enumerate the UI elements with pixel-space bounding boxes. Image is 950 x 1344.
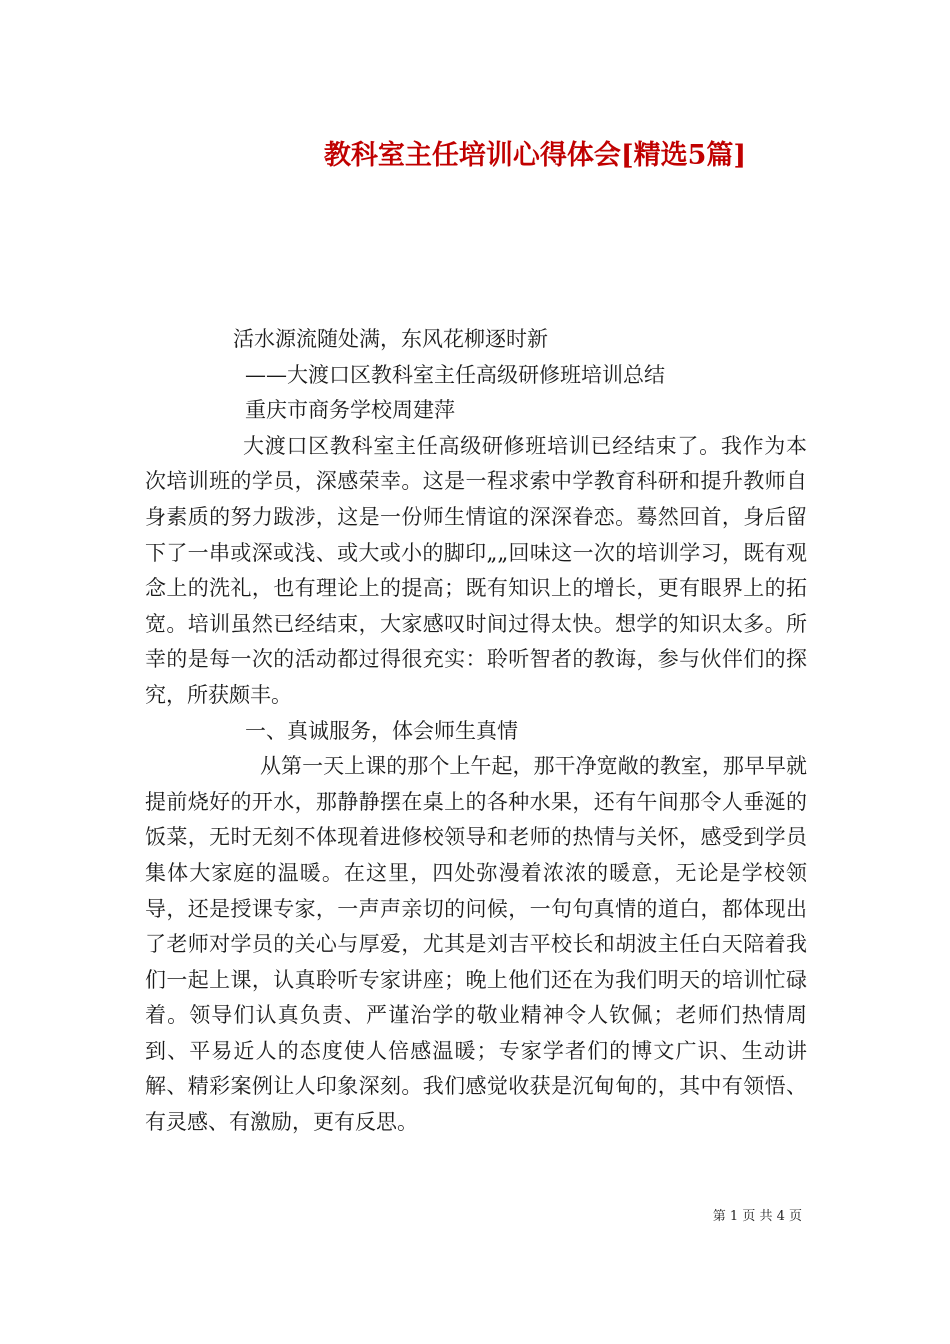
document-body — [145, 322, 807, 1141]
author-line: 重庆市商务学校周建萍 — [245, 398, 455, 423]
page-number: 第 1 页 共 4 页 — [712, 1209, 802, 1224]
poem-line: 活水源流随处满，东风花柳逐时新 — [233, 327, 548, 351]
subtitle: ——大渡口区教科室主任高级研修班培训总结 — [245, 362, 665, 387]
page-title: 教科室主任培训心得体会[精选5篇] — [323, 140, 747, 171]
paragraph-section-1: 从第一天上课的那个上午起，那干净宽敞的教室，那早早就提前烧好的开水，那静静摆在桌上的各种水果，还有午间那令人垂涎的饭菜，无时无刻不体现着进修校领导和老师的热情与关怀，感受到学员集体大家庭的温暖。在这里，四处弥漫着浓浓的暖意，无论是学校领导，还是授课专家，一声声亲切的问候，一句句真情的道白，都体现出了老师对学员的关心与厚爱，尤其是刘吉平校长和胡波主任白天陪着我们一起上课，认真聆听专家讲座；晚上他们还在为我们明天的培训忙碌着。领导们认真负责、严谨治学的敬业精神令人钦佩；老师们热情周到、平易近人的态度使人倍感温暖；专家学者们的博文广识、生动讲解、精彩案例让人印象深刻。我们感觉收获是沉甸甸的，其中有领悟、有灵感、有激励，更有反思。 — [145, 754, 807, 1135]
paragraph-intro: 大渡口区教科室主任高级研修班培训已经结束了。我作为本次培训班的学员，深感荣幸。这是一程求索中学教育科研和提升教师自身素质的努力跋涉，这是一份师生情谊的深深眷恋。蓦然回首，身后留下了一串或深或浅、或大或小的脚印„„回味这一次的培训学习，既有观念上的洗礼，也有理论上的提高；既有知识上的增长，更有眼界上的拓宽。培训虽然已经结束，大家感叹时间过得太快。想学的知识太多。所幸的是每一次的活动都过得很充实：聆听智者的教诲，参与伙伴们的探究，所获颇丰。 — [145, 433, 807, 707]
section-heading: 一、真诚服务，体会师生真情 — [245, 718, 518, 743]
